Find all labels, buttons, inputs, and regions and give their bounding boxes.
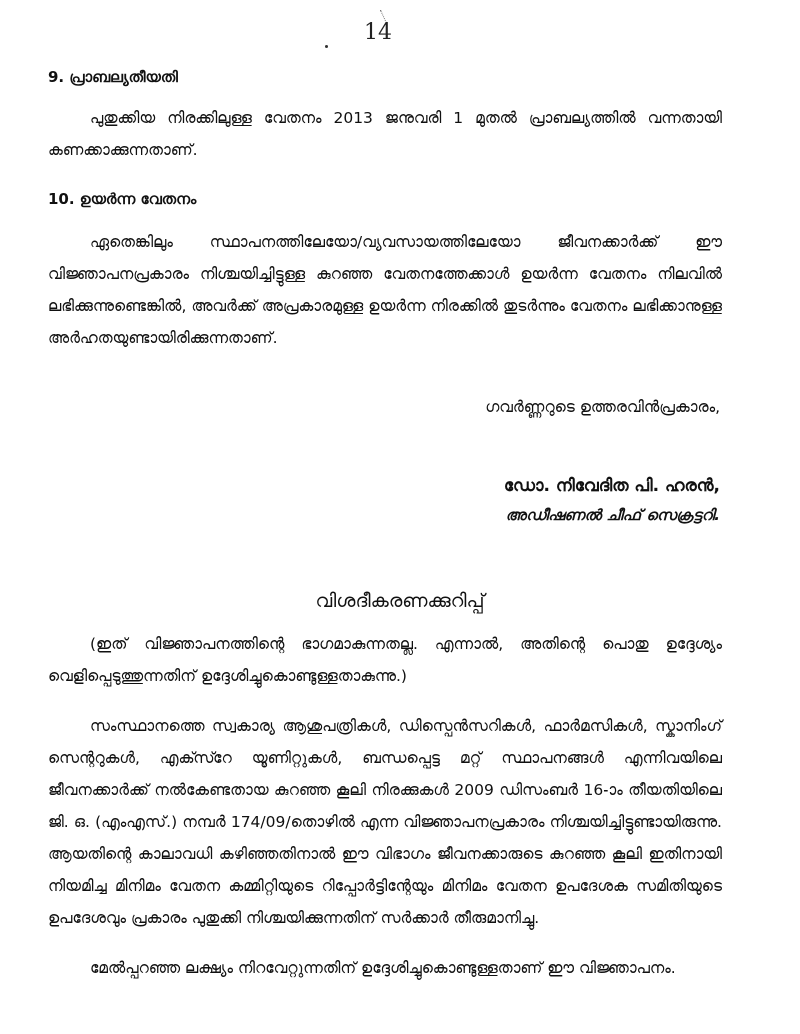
explanatory-note-text: (ഇത് വിജ്ഞാപനത്തിന്റെ ഭാഗമാകുന്നതല്ല. എന്നാൽ, അതിന്റെ പൊതു ഉദ്ദേശ്യം വെളിപ്പെടുത്തുന്നതിന് ഉദ്ദേശിച്ചുകൊണ്ടുള്ളതാകുന്നു.) bbox=[48, 635, 722, 685]
section-10-text: ഏതെങ്കിലും സ്ഥാപനത്തിലേയോ/വ്യവസായത്തിലേയോ ജീവനക്കാർക്ക് ഈ വിജ്ഞാപനപ്രകാരം നിശ്ചയിച്ചിട്ടുള്ള കുറഞ്ഞ വേതനത്തേക്കാൾ ഉയർന്ന വേതനം നിലവിൽ ലഭിക്കുന്നുണ്ടെങ്കിൽ, അവർക്ക് അപ്രകാരമുള്ള ഉയർന്ന നിരക്കിൽ തുടർന്നും വേതനം ലഭിക്കാനുള്ള അർഹതയുണ്ടായിരിക്കുന്നതാണ്. bbox=[48, 233, 722, 347]
section-9-body bbox=[48, 102, 722, 166]
explanatory-title: വിശദീകരണക്കുറിപ്പ് bbox=[315, 590, 485, 612]
section-9-heading: 9. പ്രാബല്യതീയതി bbox=[48, 68, 178, 86]
scan-dot bbox=[325, 45, 328, 48]
explanatory-note bbox=[48, 628, 722, 692]
signatory-designation: അഡീഷണൽ ചീഫ് സെക്രട്ടറി. bbox=[505, 506, 720, 524]
section-10-heading: 10. ഉയർന്ന വേതനം bbox=[48, 190, 197, 208]
explanatory-body bbox=[48, 710, 722, 934]
signatory-name: ഡോ. നിവേദിത പി. ഹരൻ, bbox=[503, 476, 720, 496]
section-10-body bbox=[48, 226, 722, 354]
explanatory-closing-text: മേൽപ്പറഞ്ഞ ലക്ഷ്യം നിറവേറ്റുന്നതിന് ഉദ്ദേശിച്ചുകൊണ്ടുള്ളതാണ് ഈ വിജ്ഞാപനം. bbox=[90, 959, 676, 977]
explanatory-body-text: സംസ്ഥാനത്തെ സ്വകാര്യ ആശുപത്രികൾ, ഡിസ്പെൻസറികൾ, ഫാർമസികൾ, സ്കാനിംഗ് സെന്ററുകൾ, എക്സ്റേ യൂണിറ്റുകൾ, ബന്ധപ്പെട്ട മറ്റ് സ്ഥാപനങ്ങൾ എന്നിവയിലെ ജീവനക്കാർക്ക് നൽകേണ്ടതായ കുറഞ്ഞ കൂലി നിരക്കുകൾ 2009 ഡിസംബർ 16-ാം തീയതിയിലെ ജി. ഒ. (എംഎസ്.) നമ്പർ 174/09/തൊഴിൽ എന്ന വിജ്ഞാപനപ്രകാരം നിശ്ചയിച്ചിട്ടുണ്ടായിരുന്നു. ആയതിന്റെ കാലാവധി കഴിഞ്ഞതിനാൽ ഈ വിഭാഗം ജീവനക്കാരുടെ കുറഞ്ഞ കൂലി ഇതിനായി നിയമിച്ച മിനിമം വേതന കമ്മിറ്റിയുടെ റിപ്പോർട്ടിന്റേയും മിനിമം വേതന ഉപദേശക സമിതിയുടെ ഉപദേശവും പ്രകാരം പുതുക്കി നിശ്ചയിക്കുന്നതിന് സർക്കാർ തീരുമാനിച്ചു. bbox=[48, 717, 722, 927]
section-9-text: പുതുക്കിയ നിരക്കിലുള്ള വേതനം 2013 ജനുവരി 1 മുതൽ പ്രാബല്യത്തിൽ വന്നതായി കണക്കാക്കുന്നതാണ്. bbox=[48, 109, 722, 159]
explanatory-closing bbox=[48, 952, 722, 984]
page-number: 14 bbox=[364, 20, 392, 45]
order-line: ഗവർണ്ണറുടെ ഉത്തരവിൻപ്രകാരം, bbox=[485, 398, 720, 416]
